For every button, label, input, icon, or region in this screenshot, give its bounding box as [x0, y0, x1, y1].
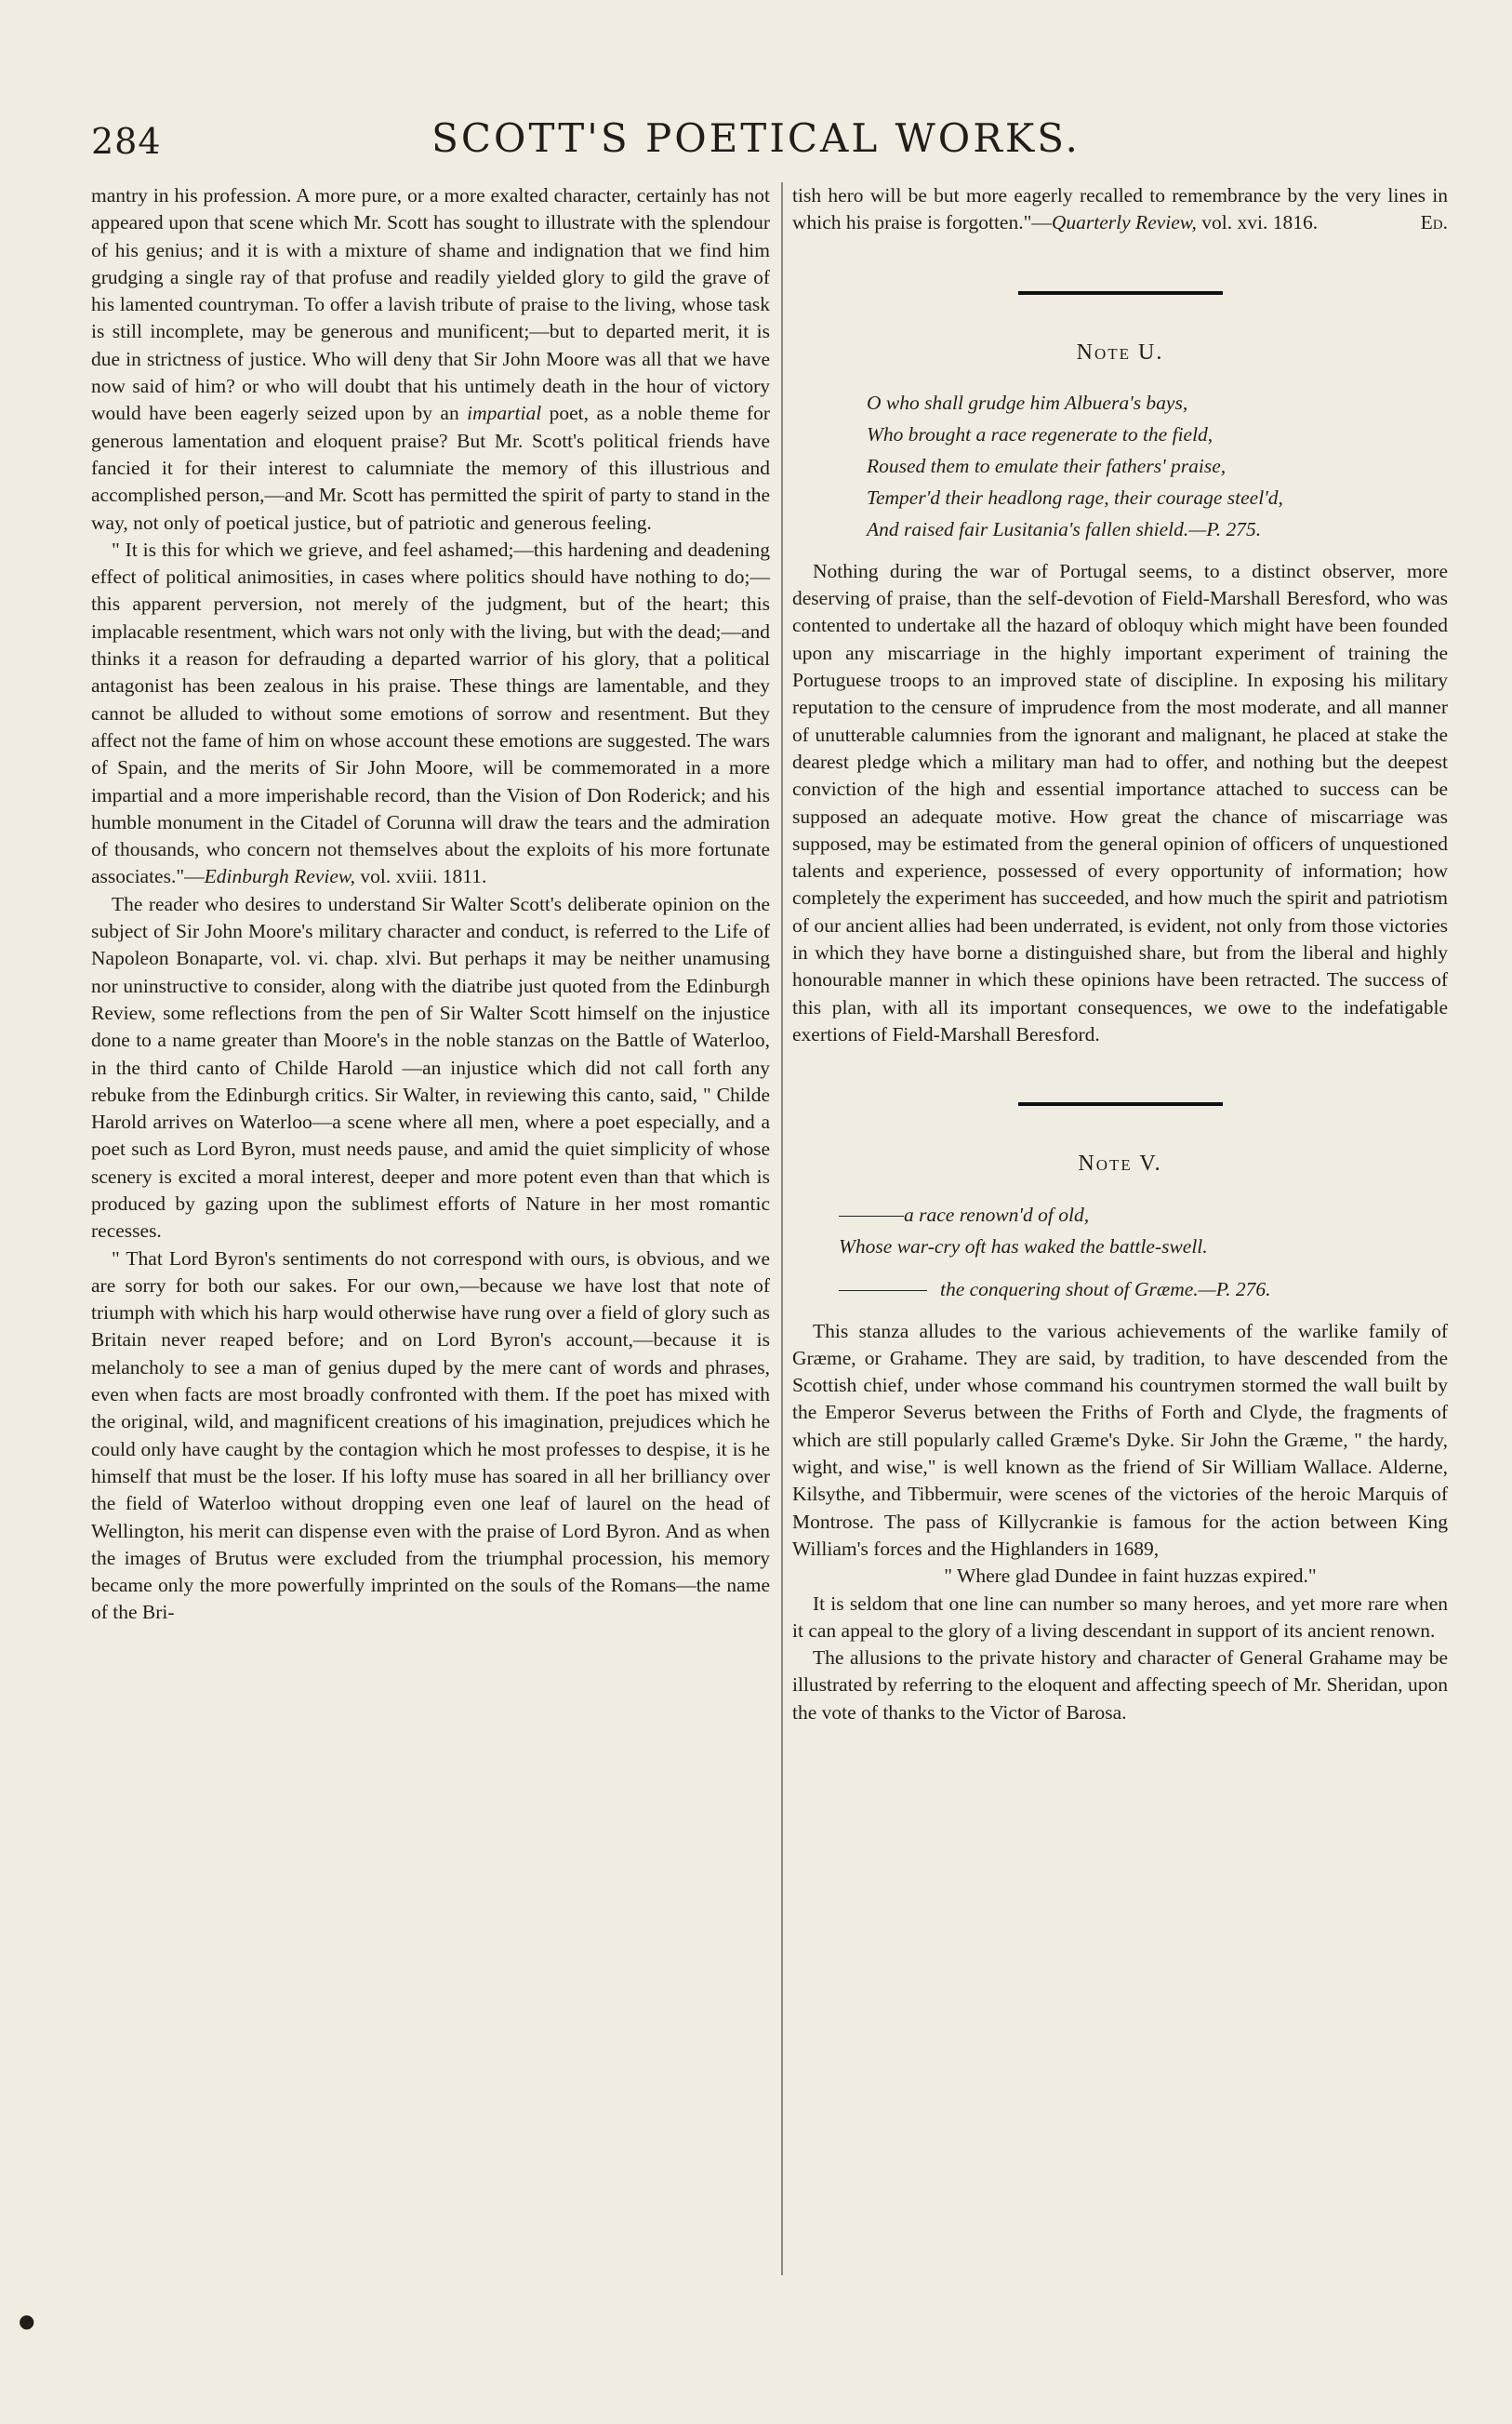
paragraph-text: vol. xviii. 1811.	[360, 865, 487, 888]
emphasis: impartial	[467, 402, 542, 425]
paragraph	[91, 537, 770, 891]
paragraph-text: " It is this for which we grieve, and feel ashamed;—this hardening and deadening effect of political animosities, in cases where politics should have nothing to do;—this apparent perversion, not merely of the judgment, but of the heart; this implacable resentment, which wars not only with the living, but with the dead;—and thinks it a reason for defrauding a departed warrior of his glory, that a political antagonist has been zealous in his praise. These things are lamentable, and they cannot be alluded to without some emotions of sorrow and resentment. But they affect not the fame of him on whose account these emotions are suggested. The wars of Spain, and the merits of Sir John Moore, will be commemorated in a more impartial and a more imperishable record, than the Vision of Don Roderick; and his humble monument in the Citadel of Corunna will draw the tears and the admiration of thousands, who concern not themselves about the exploits of his more fortunate associates."—	[91, 538, 770, 888]
paragraph: " That Lord Byron's sentiments do not correspond with ours, is obvious, and we are sorry for both our sakes. For our own,—because we have lost that note of triumph with which his harp would otherwise have rung over a field of glory such as Britain never reaped before; and on Lord Byron's account,—because it is melancholy to see a man of genius duped by the mere cant of words and phrases, even when facts are most broadly confronted with them. If the poet has mixed with the original, wild, and magnificent creations of his imagination, prejudices which he could only have caught by the contagion which he most professes to despise, it is he himself that must be the loser. If his lofty muse has soared in all her brilliancy over the field of Waterloo without dropping even one leaf of laurel on the head of Wellington, his merit can dispense even with the praise of Lord Byron. And as when the images of Brutus were excluded from the triumphal procession, his memory became only the more powerfully imprinted on the souls of the Romans—the name of the Bri-	[91, 1246, 770, 1624]
note-u-title: Note U.	[1076, 340, 1164, 365]
verse-text: a race renown'd of old,	[904, 1203, 1090, 1226]
citation: Edinburgh Review,	[204, 865, 356, 888]
paragraph-text: poet, as a noble theme for generous lamentation and eloquent praise? But Mr. Scott's political friends have fancied it for their interest to calumniate the memory of this illustrious and accomplished person,—and Mr. Scott has permitted the spirit of party to stand in the way, not only of poetical justice, but of patriotic and generous feeling.	[91, 402, 771, 534]
paragraph: It is seldom that one line can number so many heroes, and yet more rare when it can appeal to the glory of a living descendant in support of its ancient renown.	[792, 1592, 1448, 1642]
verse-line: And raised fair Lusitania's fallen shield.—P. 275.	[867, 517, 1262, 540]
margin-mark-icon: ●	[19, 2310, 35, 2332]
page-number: 284	[91, 121, 162, 162]
dash-rule	[839, 1216, 904, 1217]
note-u-verse	[867, 387, 1448, 545]
paragraph-text: vol. xvi. 1816.	[1201, 211, 1319, 234]
paragraph	[792, 182, 1448, 237]
paragraph-text: tish hero will be but more eagerly recalled to remembrance by the very lines in which his praise is forgotten."—	[792, 184, 1448, 234]
section-divider	[1018, 1102, 1223, 1106]
paragraph: This stanza alludes to the various achievements of the warlike family of Græme, or Grahame. They are said, by tradition, to have descended from the Scottish chief, under whose command his countrymen stormed the wall built by the Emperor Severus between the Friths of Forth and Clyde, the fragments of which are still popularly called Græme's Dyke. Sir John the Græme, " the hardy, wight, and wise," is well known as the friend of Sir William Wallace. Alderne, Kilsythe, and Tibbermuir, were scenes of the victories of the heroic Marquis of Montrose. The pass of Killycrankie is famous for the action between King William's forces and the Highlanders in 1689,	[792, 1319, 1448, 1560]
editor-signature: Ed.	[1420, 211, 1448, 234]
verse-line: Temper'd their headlong rage, their courage steel'd,	[867, 486, 1283, 509]
citation: Quarterly Review,	[1051, 211, 1197, 234]
running-title: SCOTT'S POETICAL WORKS.	[431, 115, 1081, 161]
section-divider	[1018, 291, 1223, 295]
verse-line: Roused them to emulate their fathers' praise,	[867, 454, 1227, 477]
dash-rule	[839, 1290, 927, 1291]
note-v-verse	[839, 1199, 1448, 1305]
paragraph: Nothing during the war of Portugal seems, to a distinct observer, more deserving of praise, than the self-devotion of Field-Marshall Beresford, who was contented to undertake all the hazard of obloquy which might have been founded upon any miscarriage in the highly important experiment of training the Portuguese troops to an improved state of discipline. In exposing his military reputation to the censure of imprudence from the most moderate, and all manner of unutterable calumnies from the ignorant and malignant, he placed at stake the dearest pledge which a military man had to offer, and nothing but the deepest conviction of the high and essential importance attached to success can be supposed an adequate motive. How great the chance of miscarriage was supposed, may be estimated from the general opinion of officers of unquestioned talents and experience, possessed of every opportunity of information; how completely the experiment has succeeded, and how much the spirit and patriotism of our ancient allies had been underrated, is evident, not only from those victories in which they have borne a distinguished share, but from the liberal and highly honourable manner in which these opinions have been retracted. The success of this plan, with all its important consequences, we owe to the indefatigable exertions of Field-Marshall Beresford.	[792, 559, 1448, 1046]
verse-line	[839, 1199, 1448, 1231]
paragraph	[91, 182, 770, 537]
verse-line: Whose war-cry oft has waked the battle-swell.	[839, 1234, 1208, 1258]
verse-text: the conquering shout of Græme.—P. 276.	[940, 1277, 1271, 1300]
verse-line: O who shall grudge him Albuera's bays,	[867, 391, 1188, 414]
paragraph: The reader who desires to understand Sir Walter Scott's deliberate opinion on the subject of Sir John Moore's military character and conduct, is referred to the Life of Napoleon Bonaparte, vol. vi. chap. xlvi. But perhaps it may be neither unamusing nor uninstructive to consider, along with the diatribe just quoted from the Edinburgh Review, some reflections from the pen of Sir Walter Scott himself on the injustice done to a name greater than Moore's in the noble stanzas on the Battle of Waterloo, in the third canto of Childe Harold —an injustice which did not call forth any rebuke from the Edinburgh critics. Sir Walter, in reviewing this canto, said, " Childe Harold arrives on Waterloo—a scene where all men, where a poet especially, and a poet such as Lord Byron, must needs pause, and amid the quiet simplicity of whose scenery is excited a moral interest, deeper and more potent even than that which is produced by gazing upon the sublimest efforts of Nature in her most romantic recesses.	[91, 892, 770, 1243]
column-divider	[781, 182, 783, 2275]
block-quote: " Where glad Dundee in faint huzzas expired."	[944, 1565, 1317, 1588]
note-v-title: Note V.	[1078, 1152, 1162, 1177]
right-column	[792, 182, 1448, 1726]
verse-line	[839, 1273, 1448, 1305]
verse-line: Who brought a race regenerate to the field,	[867, 422, 1214, 446]
paragraph-text: mantry in his profession. A more pure, or a more exalted character, certainly has not appeared upon that scene which Mr. Scott has sought to illustrate with the splendour of his genius; and it is with a mixture of shame and indignation that we find him grudging a single ray of that profuse and readily yielded glory to gild the grave of his lamented countryman. To offer a lavish tribute of praise to the living, whose task is still incomplete, may be generous and munificent;—but to departed merit, it is due in strictness of justice. Who will deny that Sir John Moore was all that we have now said of him? or who will doubt that his untimely death in the hour of victory would have been eagerly seized upon by an	[91, 184, 770, 425]
paragraph: The allusions to the private history and character of General Grahame may be illustrated by referring to the eloquent and affecting speech of Mr. Sheridan, upon the vote of thanks to the Victor of Barosa.	[792, 1646, 1448, 1724]
left-column	[91, 182, 770, 1627]
